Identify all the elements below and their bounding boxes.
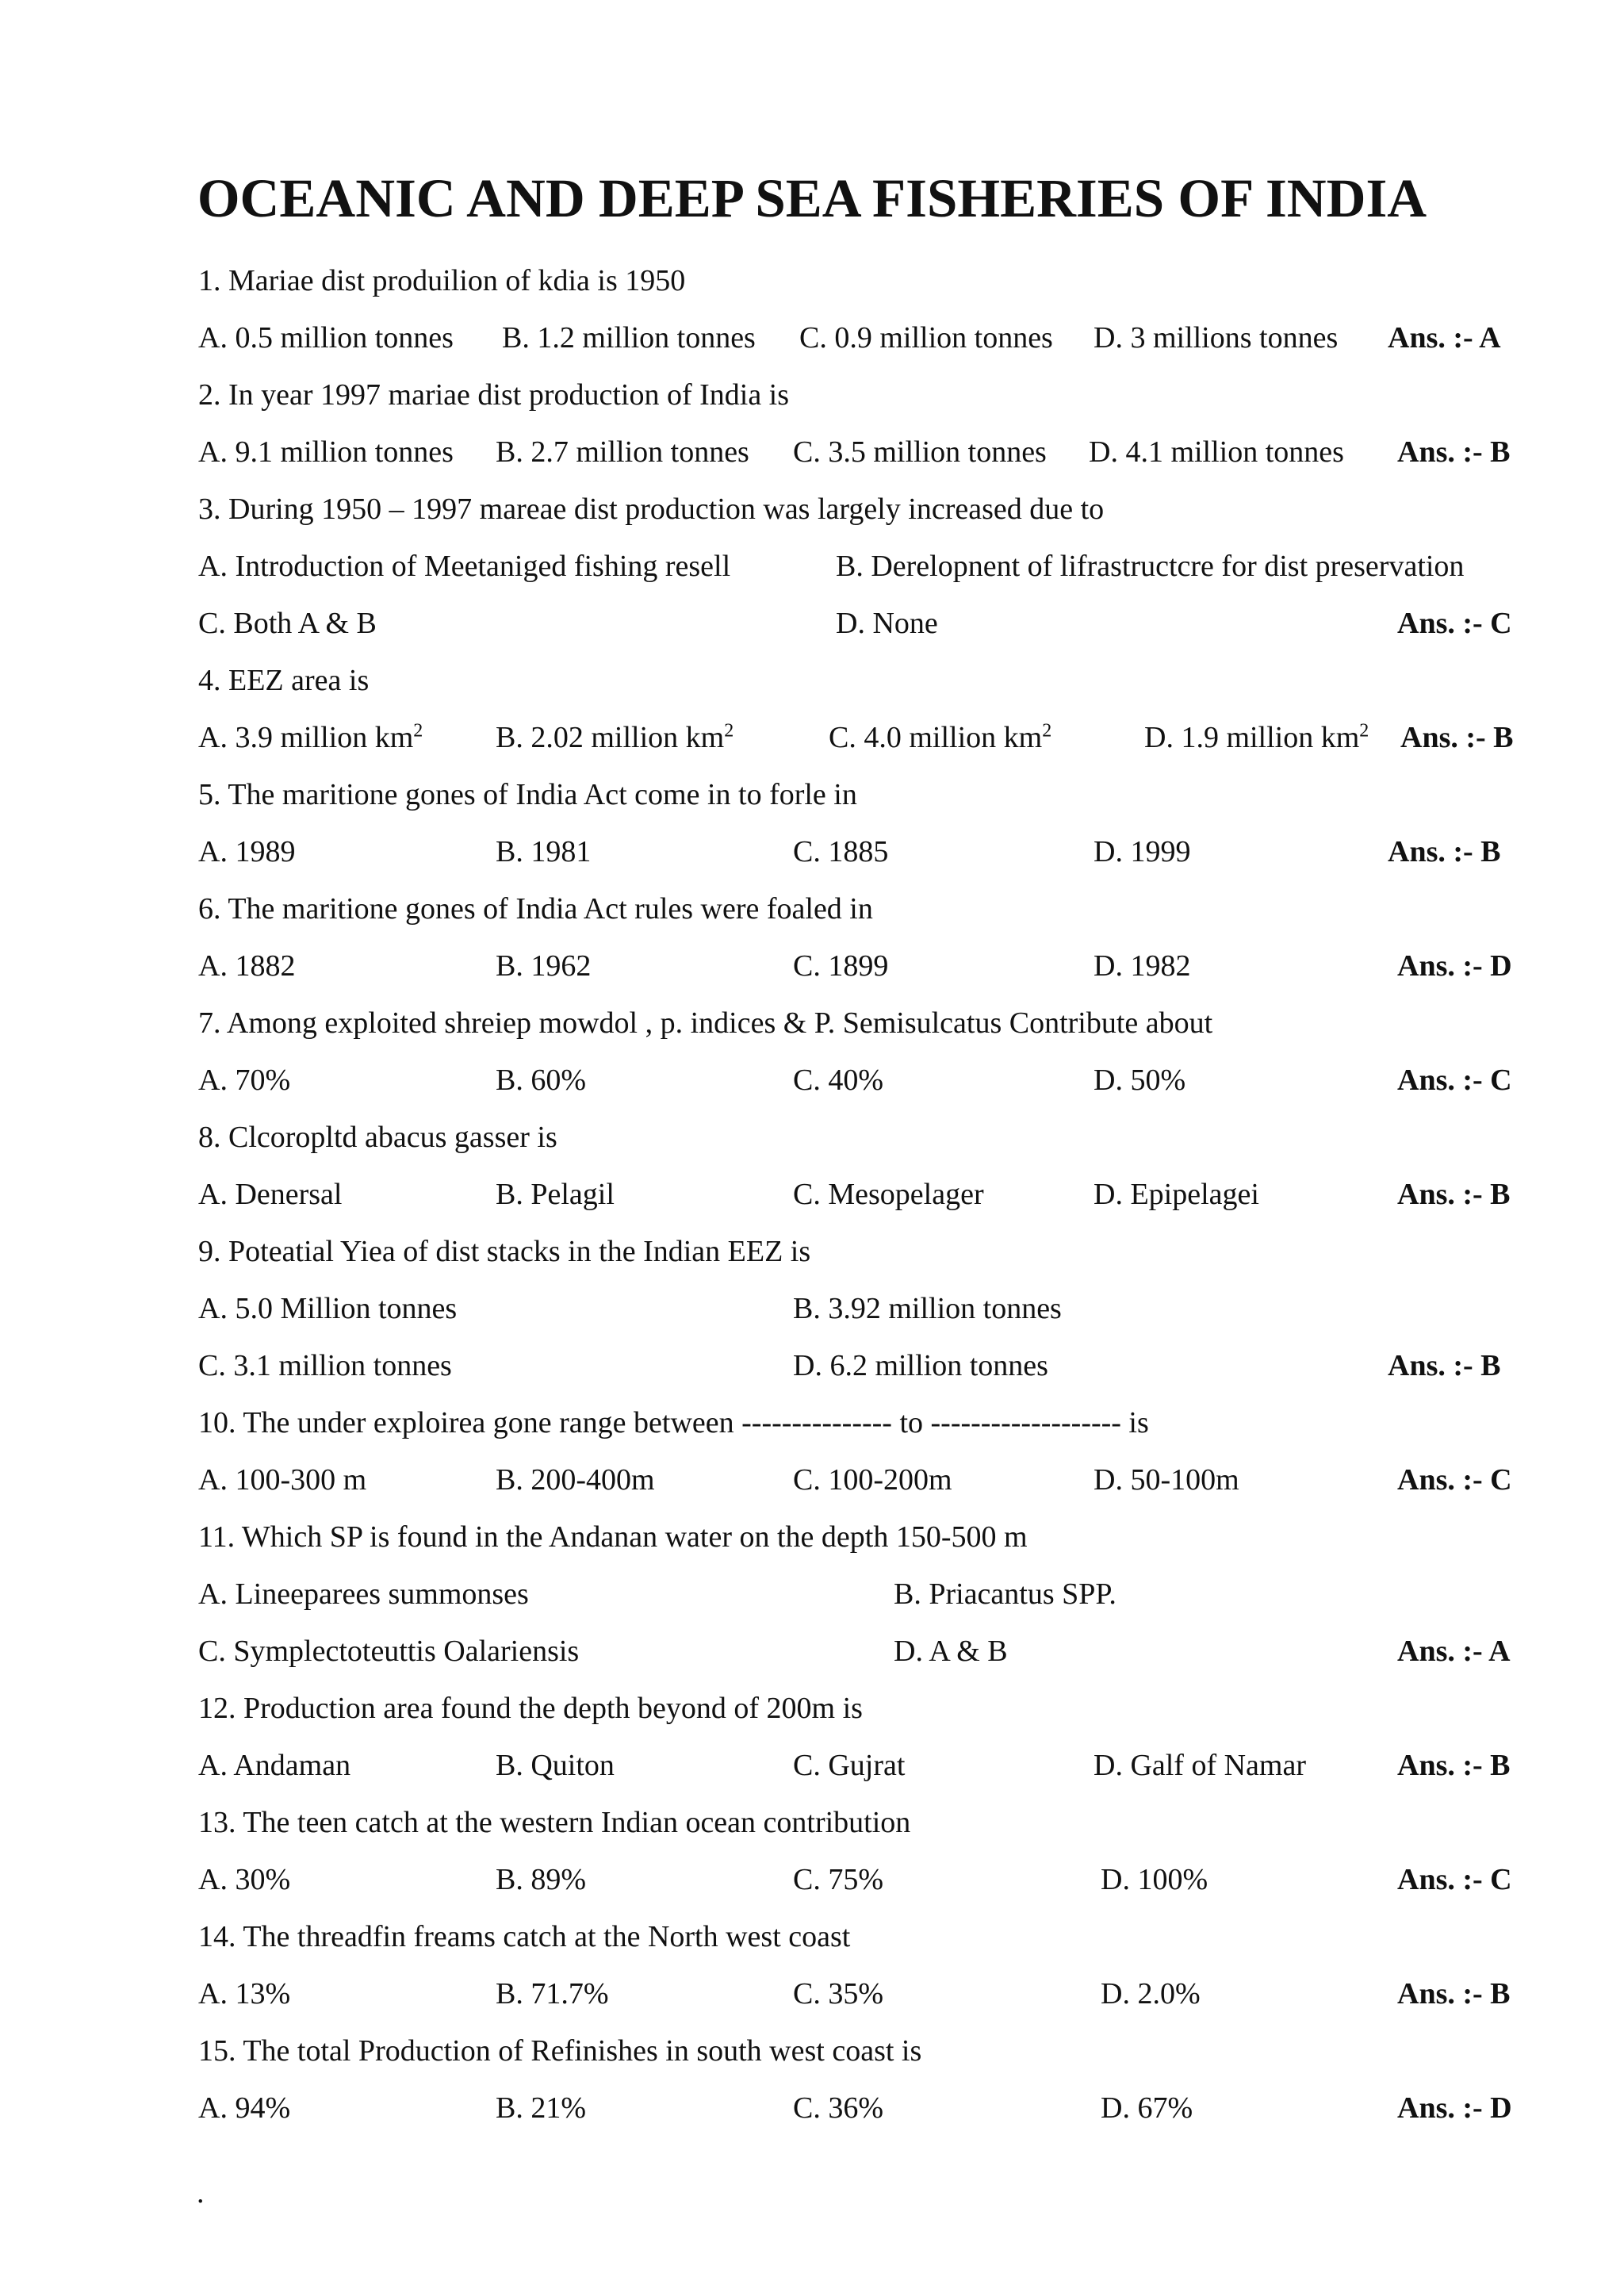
- question-11-option-a: A. Lineeparees summonses: [198, 1577, 529, 1611]
- question-6-text: 6. The maritione gones of India Act rules were foaled in: [198, 892, 873, 926]
- question-4-option-a: [198, 719, 423, 756]
- question-13-option-c: C. 75%: [793, 1863, 883, 1896]
- question-13-option-a: A. 30%: [198, 1863, 291, 1896]
- question-6-option-c: C. 1899: [793, 949, 889, 983]
- question-12-answer: Ans. :- B: [1397, 1749, 1511, 1782]
- superscript-2: 2: [724, 720, 734, 742]
- question-14-option-c: C. 35%: [793, 1977, 883, 2010]
- question-3-option-a: A. Introduction of Meetaniged fishing resell: [198, 550, 731, 583]
- question-2-option-b: B. 2.7 million tonnes: [496, 435, 749, 469]
- page-title: OCEANIC AND DEEP SEA FISHERIES OF INDIA: [197, 168, 1427, 228]
- question-1-option-a: A. 0.5 million tonnes: [198, 321, 454, 355]
- question-15-option-c: C. 36%: [793, 2091, 883, 2125]
- question-3-answer: Ans. :- C: [1397, 607, 1512, 640]
- superscript-2: 2: [1042, 720, 1052, 742]
- question-5-option-d: D. 1999: [1094, 835, 1191, 868]
- question-4-answer: Ans. :- B: [1400, 721, 1514, 754]
- question-9-option-b: B. 3.92 million tonnes: [793, 1292, 1062, 1325]
- question-3-text: 3. During 1950 – 1997 mareae dist production was largely increased due to: [198, 493, 1105, 526]
- question-3-option-d: D. None: [836, 607, 938, 640]
- question-13-option-d: D. 100%: [1101, 1863, 1208, 1896]
- question-10-answer: Ans. :- C: [1397, 1463, 1512, 1497]
- question-9-answer: Ans. :- B: [1388, 1349, 1501, 1382]
- question-4-option-c: [829, 719, 1051, 756]
- question-7-option-d: D. 50%: [1094, 1064, 1186, 1097]
- question-10-option-a: A. 100-300 m: [198, 1463, 367, 1497]
- question-1-answer: Ans. :- A: [1388, 321, 1501, 355]
- option-text: C. 4.0 million km: [829, 721, 1043, 754]
- question-12-option-b: B. Quiton: [496, 1749, 615, 1782]
- question-10-option-b: B. 200-400m: [496, 1463, 655, 1497]
- question-12-option-c: C. Gujrat: [793, 1749, 906, 1782]
- question-14-text: 14. The threadfin freams catch at the North west coast: [198, 1920, 851, 1953]
- question-5-text: 5. The maritione gones of India Act come in to forle in: [198, 778, 857, 811]
- question-8-option-d: D. Epipelagei: [1094, 1178, 1259, 1211]
- question-11-answer: Ans. :- A: [1397, 1635, 1511, 1668]
- question-1-option-d: D. 3 millions tonnes: [1094, 321, 1339, 355]
- question-2-text: 2. In year 1997 mariae dist production of India is: [198, 378, 790, 412]
- question-7-option-b: B. 60%: [496, 1064, 586, 1097]
- question-11-option-c: C. Symplectoteuttis Oalariensis: [198, 1635, 580, 1668]
- question-2-answer: Ans. :- B: [1397, 435, 1511, 469]
- question-13-text: 13. The teen catch at the western Indian ocean contribution: [198, 1806, 911, 1839]
- option-text: B. 2.02 million km: [496, 721, 725, 754]
- question-6-answer: Ans. :- D: [1397, 949, 1512, 983]
- question-8-option-c: C. Mesopelager: [793, 1178, 984, 1211]
- question-4-option-d: [1144, 719, 1369, 756]
- question-10-text: 10. The under exploirea gone range between --------------- to ------------------- is: [198, 1406, 1149, 1439]
- question-15-option-d: D. 67%: [1101, 2091, 1193, 2125]
- question-7-option-a: A. 70%: [198, 1064, 291, 1097]
- question-5-option-c: C. 1885: [793, 835, 889, 868]
- question-10-option-d: D. 50-100m: [1094, 1463, 1239, 1497]
- question-8-option-a: A. Denersal: [198, 1178, 343, 1211]
- question-10-option-c: C. 100-200m: [793, 1463, 952, 1497]
- question-14-option-a: A. 13%: [198, 1977, 291, 2010]
- question-6-option-a: A. 1882: [198, 949, 296, 983]
- question-5-answer: Ans. :- B: [1388, 835, 1501, 868]
- question-13-option-b: B. 89%: [496, 1863, 586, 1896]
- question-1-option-b: B. 1.2 million tonnes: [502, 321, 756, 355]
- question-2-option-d: D. 4.1 million tonnes: [1089, 435, 1344, 469]
- question-9-option-c: C. 3.1 million tonnes: [198, 1349, 452, 1382]
- question-5-option-b: B. 1981: [496, 835, 592, 868]
- question-3-option-b: B. Derelopnent of lifrastructcre for dist preservation: [836, 550, 1465, 583]
- question-14-answer: Ans. :- B: [1397, 1977, 1511, 2010]
- question-8-answer: Ans. :- B: [1397, 1178, 1511, 1211]
- question-7-text: 7. Among exploited shreiep mowdol , p. indices & P. Semisulcatus Contribute about: [198, 1006, 1213, 1040]
- question-14-option-b: B. 71.7%: [496, 1977, 609, 2010]
- option-text: D. 1.9 million km: [1144, 721, 1360, 754]
- question-8-option-b: B. Pelagil: [496, 1178, 615, 1211]
- question-1-text: 1. Mariae dist produilion of kdia is 1950: [198, 264, 686, 297]
- option-text: A. 3.9 million km: [198, 721, 414, 754]
- question-8-text: 8. Clcoropltd abacus gasser is: [198, 1121, 557, 1154]
- question-12-option-a: A. Andaman: [198, 1749, 351, 1782]
- question-1-option-c: C. 0.9 million tonnes: [799, 321, 1053, 355]
- question-6-option-d: D. 1982: [1094, 949, 1191, 983]
- question-2-option-a: A. 9.1 million tonnes: [198, 435, 454, 469]
- question-13-answer: Ans. :- C: [1397, 1863, 1512, 1896]
- footer-mark: .: [197, 2176, 205, 2210]
- question-5-option-a: A. 1989: [198, 835, 296, 868]
- question-9-option-d: D. 6.2 million tonnes: [793, 1349, 1048, 1382]
- superscript-2: 2: [1359, 720, 1369, 742]
- question-7-answer: Ans. :- C: [1397, 1064, 1512, 1097]
- question-4-text: 4. EEZ area is: [198, 664, 370, 697]
- question-3-option-c: C. Both A & B: [198, 607, 377, 640]
- question-9-option-a: A. 5.0 Million tonnes: [198, 1292, 458, 1325]
- question-4-option-b: [496, 719, 733, 756]
- question-6-option-b: B. 1962: [496, 949, 592, 983]
- question-15-option-a: A. 94%: [198, 2091, 291, 2125]
- question-11-option-b: B. Priacantus SPP.: [894, 1577, 1116, 1611]
- question-15-text: 15. The total Production of Refinishes in south west coast is: [198, 2034, 922, 2068]
- question-15-answer: Ans. :- D: [1397, 2091, 1512, 2125]
- question-15-option-b: B. 21%: [496, 2091, 586, 2125]
- question-14-option-d: D. 2.0%: [1101, 1977, 1201, 2010]
- question-7-option-c: C. 40%: [793, 1064, 883, 1097]
- question-11-text: 11. Which SP is found in the Andanan water on the depth 150-500 m: [198, 1520, 1028, 1554]
- question-9-text: 9. Poteatial Yiea of dist stacks in the Indian EEZ is: [198, 1235, 811, 1268]
- question-2-option-c: C. 3.5 million tonnes: [793, 435, 1047, 469]
- question-12-option-d: D. Galf of Namar: [1094, 1749, 1307, 1782]
- question-12-text: 12. Production area found the depth beyond of 200m is: [198, 1692, 863, 1725]
- question-11-option-d: D. A & B: [894, 1635, 1008, 1668]
- superscript-2: 2: [413, 720, 423, 742]
